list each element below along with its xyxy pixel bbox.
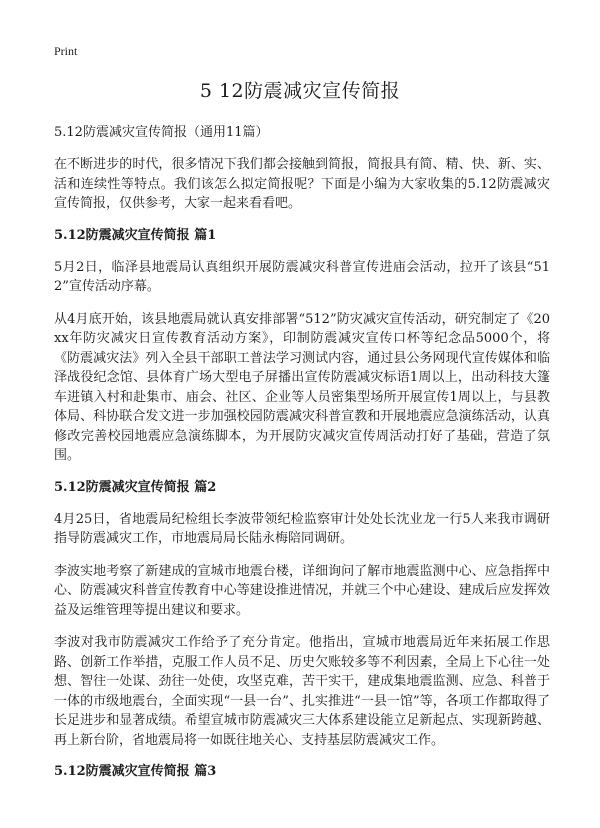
section-2-paragraph: 李波对我市防震减灾工作给予了充分肯定。他指出，宣城市地震局近年来拓展工作思路、创新工作举措，克服工作人员不足、历史欠账较多等不利因素，全局上下心往一处想、智往一处谋、劲往一处使，攻坚克难，苦干实干，建成集地震监测、应急、科普于一体的市级地震台，全面实现“一县一台”、扎实推进“一县一馆”等，各项工作都取得了长足进步和显著成绩。希望宣城市防震减灾三大体系建设能立足新起点、实现新跨越、再上新台阶，省地震局将一如既往地关心、支持基层防震减灾工作。 <box>54 635 550 748</box>
print-label: Print <box>54 44 78 58</box>
section-1-paragraph: 从4月底开始，该县地震局就认真安排部署“512”防灾减灾宣传活动，研究制定了《20xx年防灾减灾日宣传教育活动方案》，印制防震减灾宣传口杯等纪念品5000个，将《防震减灾法》列入全县干部职工普法学习测试内容，通过县公务网现代宣传媒体和临泽战役纪念馆、县体育广场大型电子屏播出宣传防震减灾标语1周以上，出动科技大篷车进镇入村和赴集市、庙会、社区、企业等人员密集型场所开展宣传1周以上，与县教体局、科协联合发文进一步加强校园防震减灾科普宣教和开展地震应急演练活动，认真修改完善校园地震应急演练脚本，为开展防灾减灾宣传周活动打好了基础，营造了氛围。 <box>54 311 550 463</box>
section-heading-3: 5.12防震减灾宣传简报 篇3 <box>54 764 217 779</box>
section-heading-2: 5.12防震减灾宣传简报 篇2 <box>54 479 217 495</box>
intro-paragraph: 在不断进步的时代，很多情况下我们都会接触到简报，简报具有简、精、快、新、实、活和连续性等特点。我们该怎么拟定简报呢？下面是小编为大家收集的5.12防震减灾宣传简报，仅供参考，大家一起来看看吧。 <box>54 157 550 211</box>
section-1-paragraph: 5月2日，临泽县地震局认真组织开展防震减灾科普宣传进庙会活动，拉开了该县“512”宣传活动序幕。 <box>54 259 550 294</box>
section-2-paragraph: 4月25日，省地震局纪检组长李波带领纪检监察审计处处长沈业龙一行5人来我市调研指导防震减灾工作，市地震局局长陆永梅陪同调研。 <box>54 511 550 546</box>
section-2-paragraph: 李波实地考察了新建成的宣城市地震台楼，详细询问了解市地震监测中心、应急指挥中心、防震减灾科普宣传教育中心等建设推进情况，并就三个中心建设、建成后应发挥效益及运维管理等提出建议和要求。 <box>54 563 550 618</box>
section-heading-1: 5.12防震减灾宣传简报 篇1 <box>54 227 217 243</box>
document-body <box>54 124 550 794</box>
document-subtitle: 5.12防震减灾宣传简报（通用11篇） <box>54 125 269 140</box>
page-title: 5 12防震减灾宣传简报 <box>199 80 401 102</box>
